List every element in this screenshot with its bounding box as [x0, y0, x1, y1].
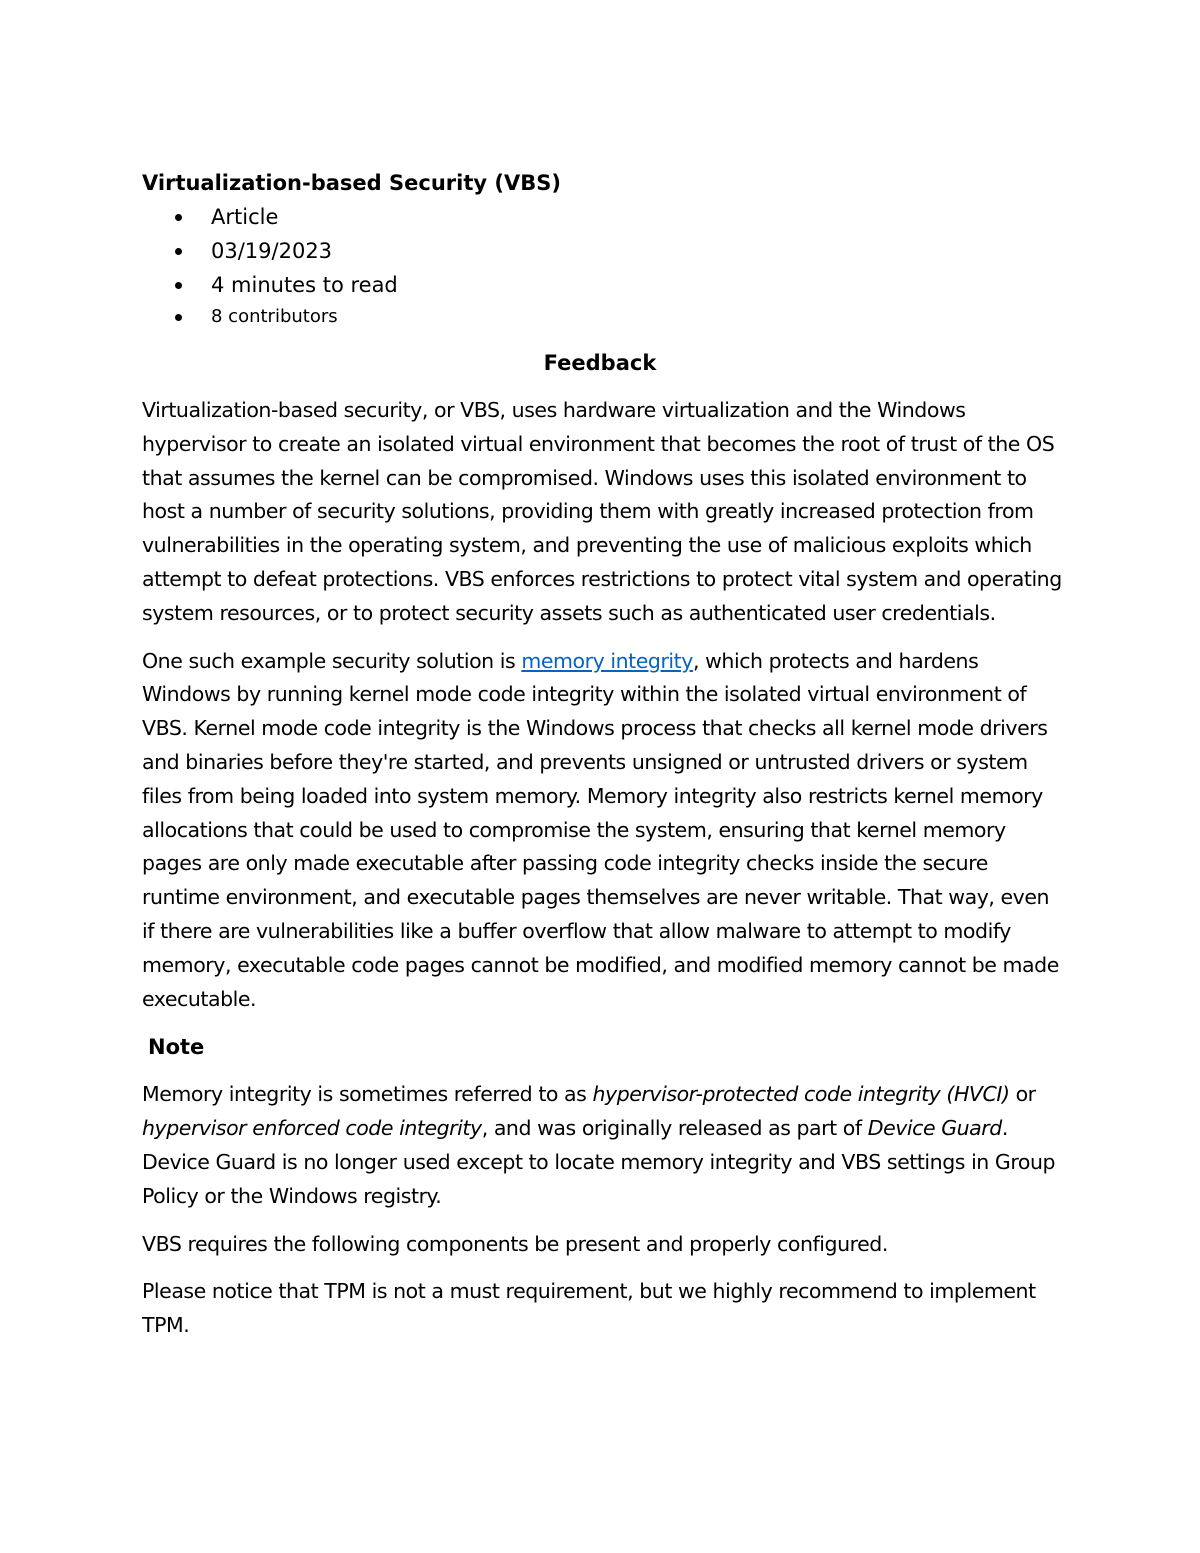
meta-item-read-time	[142, 268, 1062, 302]
meta-item-type	[142, 200, 1062, 234]
document-content	[142, 166, 1062, 1343]
feedback-heading: Feedback	[543, 351, 657, 375]
bullet-icon	[175, 314, 182, 321]
meta-date-text: 03/19/2023	[211, 239, 333, 263]
tpm-notice-paragraph: Please notice that TPM is not a must requirement, but we highly recommend to implement TPM.	[142, 1279, 1036, 1338]
bullet-icon	[175, 248, 182, 255]
note-text-1: Memory integrity is sometimes referred to as	[142, 1082, 593, 1107]
bullet-icon	[175, 282, 182, 289]
example-paragraph	[142, 645, 1062, 1017]
intro-paragraph: Virtualization-based security, or VBS, uses hardware virtualization and the Windows hypervisor to create an isolated virtual environment that becomes the root of trust of the OS that assumes the kernel can be compromised. Windows uses this isolated environment to host a number of security solutions, providing them with greatly increased protection from vulnerabilities in the operating system, and preventing the use of malicious exploits which attempt to defeat protections. VBS enforces restrictions to protect vital system and operating system resources, or to protect security assets such as authenticated user credentials.	[142, 398, 1062, 625]
meta-item-date	[142, 234, 1062, 268]
memory-integrity-link[interactable]: memory integrity	[521, 648, 693, 673]
bullet-icon	[175, 214, 182, 221]
note-italic-enforced: hypervisor enforced code integrity	[142, 1116, 482, 1141]
example-text-after-link: , which protects and hardens Windows by running kernel mode code integrity within the isolated virtual environment of VBS. Kernel mode code integrity is the Windows process that checks all kernel mode drivers and binaries before they're started, and prevents unsigned or untrusted drivers or system files from being loaded into system memory. Memory integrity also restricts kernel memory allocations that could be used to compromise the system, ensuring that kernel memory pages are only made executable after passing code integrity checks inside the secure runtime environment, and executable pages themselves are never writable. That way, even if there are vulnerabilities like a buffer overflow that allow malware to attempt to modify memory, executable code pages cannot be modified, and modified memory cannot be made executable.	[142, 648, 1059, 1011]
example-text-before-link: One such example security solution is	[142, 648, 522, 673]
meta-read-time-text: 4 minutes to read	[211, 273, 398, 297]
note-text-2: or	[1009, 1082, 1036, 1107]
meta-type-text: Article	[211, 205, 279, 229]
note-text-3: , and was originally released as part of	[481, 1116, 868, 1141]
requirements-paragraph: VBS requires the following components be present and properly configured.	[142, 1231, 888, 1256]
note-heading: Note	[148, 1035, 205, 1060]
note-text-4: . Device Guard is no longer used except to locate memory integrity and VBS settings in Group Policy or the Windows registry.	[142, 1116, 1056, 1208]
note-italic-hvci: hypervisor-protected code integrity (HVCI)	[592, 1082, 1010, 1107]
meta-contributors-text: 8 contributors	[211, 306, 338, 327]
article-title: Virtualization-based Security (VBS)	[142, 171, 561, 195]
meta-item-contributors	[142, 302, 1062, 332]
note-italic-device-guard: Device Guard	[867, 1116, 1002, 1141]
note-paragraph	[142, 1078, 1062, 1213]
article-meta-list	[142, 200, 1062, 332]
